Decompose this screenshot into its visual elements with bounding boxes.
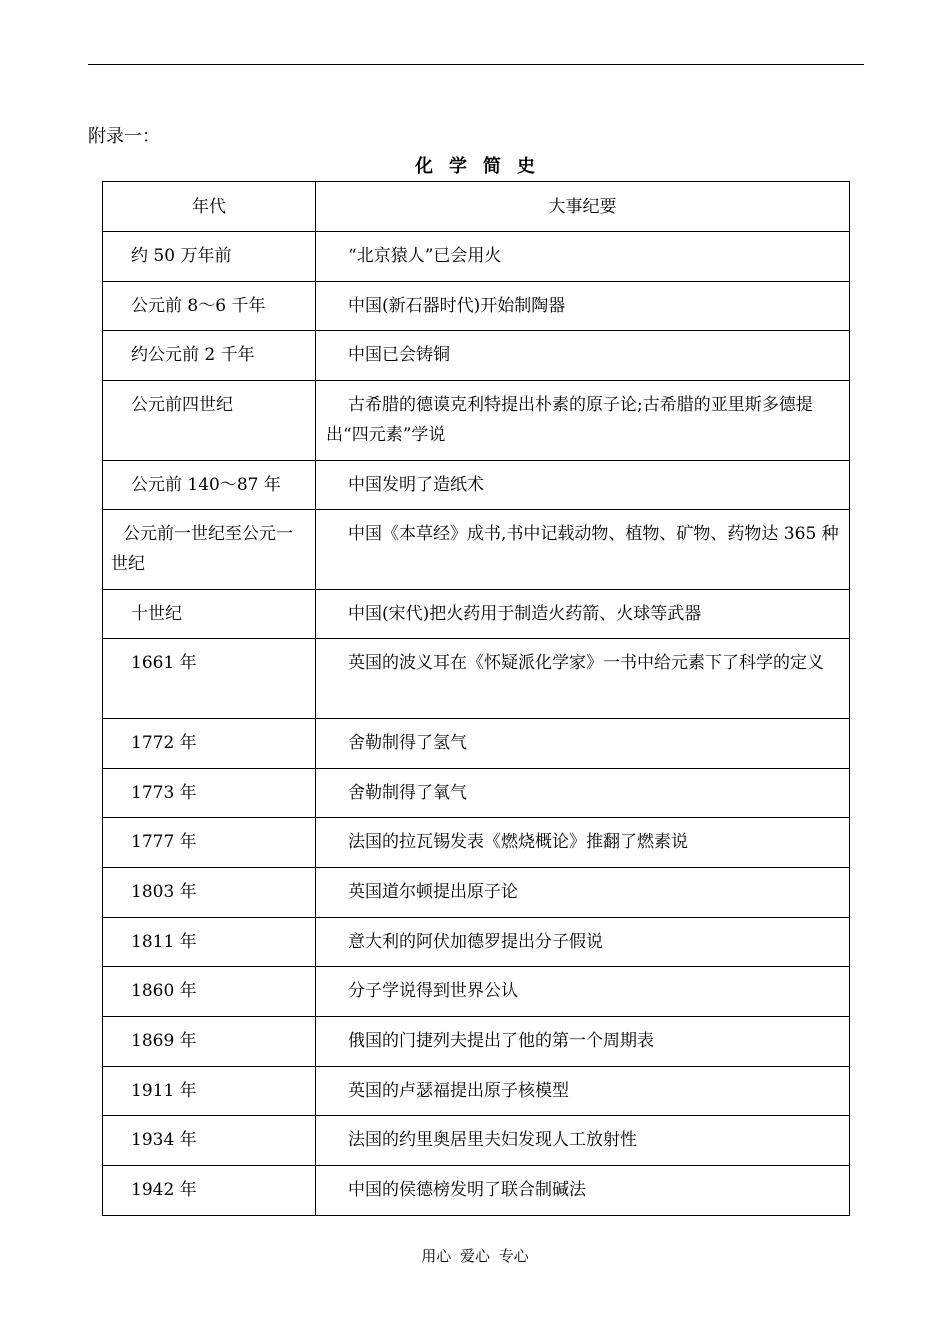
table-row — [103, 1066, 850, 1116]
era-cell: 1772 年 — [103, 718, 316, 768]
table-row — [103, 510, 850, 590]
event-cell: 英国的卢瑟福提出原子核模型 — [316, 1066, 850, 1116]
event-cell: 法国的拉瓦锡发表《燃烧概论》推翻了燃素说 — [316, 818, 850, 868]
table-row — [103, 639, 850, 719]
page-title: 化学简史 — [415, 156, 551, 177]
table-row — [103, 718, 850, 768]
table-row — [103, 818, 850, 868]
era-cell: 公元前一世纪至公元一世纪 — [103, 510, 316, 590]
event-cell: 英国的波义耳在《怀疑派化学家》一书中给元素下了科学的定义 — [316, 639, 850, 719]
table-row — [103, 331, 850, 381]
era-cell: 1911 年 — [103, 1066, 316, 1116]
event-cell: 中国(宋代)把火药用于制造火药箭、火球等武器 — [316, 589, 850, 639]
event-cell: 古希腊的德谟克利特提出朴素的原子论;古希腊的亚里斯多德提出“四元素”学说 — [316, 381, 850, 461]
column-header-era: 年代 — [103, 182, 316, 232]
table-row — [103, 281, 850, 331]
table-row — [103, 589, 850, 639]
era-cell: 公元前 140～87 年 — [103, 460, 316, 510]
table-row — [103, 917, 850, 967]
era-cell: 1942 年 — [103, 1166, 316, 1216]
era-cell: 约公元前 2 千年 — [103, 331, 316, 381]
event-cell: 中国(新石器时代)开始制陶器 — [316, 281, 850, 331]
column-header-events: 大事纪要 — [316, 182, 850, 232]
table-header-row — [103, 182, 850, 232]
era-cell: 1869 年 — [103, 1017, 316, 1067]
table-row — [103, 1116, 850, 1166]
table-row — [103, 1166, 850, 1216]
header-rule — [88, 64, 864, 65]
chemistry-history-table — [102, 181, 850, 1216]
era-cell: 1773 年 — [103, 768, 316, 818]
event-cell: 中国的侯德榜发明了联合制碱法 — [316, 1166, 850, 1216]
era-cell: 1777 年 — [103, 818, 316, 868]
era-cell: 十世纪 — [103, 589, 316, 639]
event-cell: 中国已会铸铜 — [316, 331, 850, 381]
event-cell: 俄国的门捷列夫提出了他的第一个周期表 — [316, 1017, 850, 1067]
event-cell: 中国发明了造纸术 — [316, 460, 850, 510]
era-cell: 1661 年 — [103, 639, 316, 719]
era-cell: 1803 年 — [103, 868, 316, 918]
table-row — [103, 1017, 850, 1067]
table-row — [103, 768, 850, 818]
era-cell: 1811 年 — [103, 917, 316, 967]
event-cell: 分子学说得到世界公认 — [316, 967, 850, 1017]
table-row — [103, 381, 850, 461]
event-cell: 法国的约里奥居里夫妇发现人工放射性 — [316, 1116, 850, 1166]
era-cell: 公元前四世纪 — [103, 381, 316, 461]
event-cell: 英国道尔顿提出原子论 — [316, 868, 850, 918]
era-cell: 1934 年 — [103, 1116, 316, 1166]
event-cell: 中国《本草经》成书,书中记载动物、植物、矿物、药物达 365 种 — [316, 510, 850, 590]
appendix-label: 附录一： — [88, 126, 160, 147]
table-row — [103, 460, 850, 510]
page-footer: 用心 爱心 专心 — [421, 1247, 529, 1265]
event-cell: 舍勒制得了氢气 — [316, 718, 850, 768]
era-cell: 约 50 万年前 — [103, 232, 316, 282]
era-cell: 1860 年 — [103, 967, 316, 1017]
era-cell: 公元前 8～6 千年 — [103, 281, 316, 331]
event-cell: 意大利的阿伏加德罗提出分子假说 — [316, 917, 850, 967]
table-row — [103, 967, 850, 1017]
table-row — [103, 868, 850, 918]
event-cell: “北京猿人”已会用火 — [316, 232, 850, 282]
table-row — [103, 232, 850, 282]
event-cell: 舍勒制得了氧气 — [316, 768, 850, 818]
